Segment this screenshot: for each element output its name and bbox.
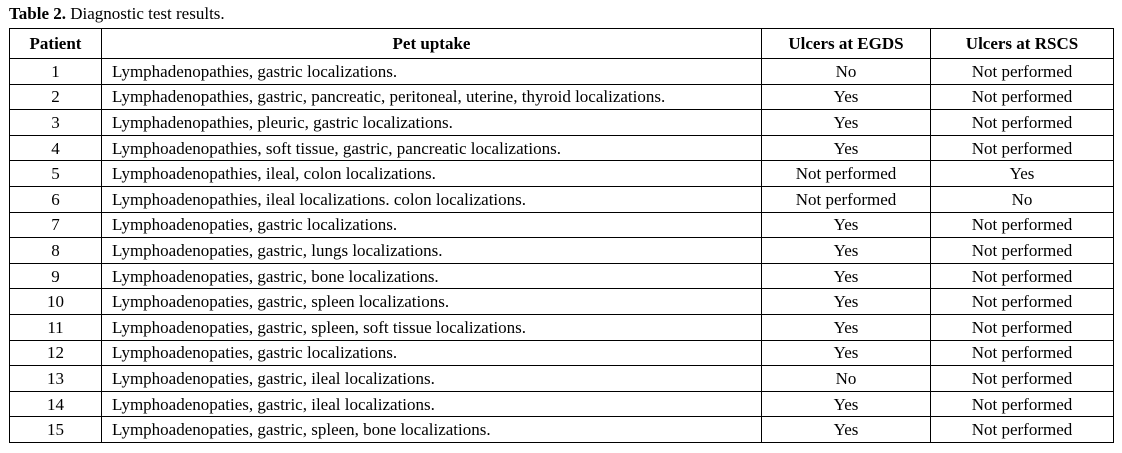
cell-patient: 5 [10, 161, 102, 187]
cell-pet-uptake: Lymphoadenopathies, soft tissue, gastric, pancreatic localizations. [102, 135, 762, 161]
cell-ulcers-rscs: Not performed [931, 340, 1114, 366]
header-pet-uptake: Pet uptake [102, 29, 762, 59]
cell-ulcers-rscs: Not performed [931, 110, 1114, 136]
cell-patient: 12 [10, 340, 102, 366]
cell-patient: 9 [10, 263, 102, 289]
cell-patient: 6 [10, 186, 102, 212]
cell-ulcers-egds: No [762, 366, 931, 392]
cell-pet-uptake: Lymphoadenopaties, gastric localizations. [102, 212, 762, 238]
table-row [10, 314, 1114, 340]
cell-ulcers-egds: Yes [762, 314, 931, 340]
cell-ulcers-egds: Yes [762, 135, 931, 161]
cell-pet-uptake: Lymphoadenopaties, gastric, spleen, bone localizations. [102, 417, 762, 443]
cell-ulcers-rscs: Not performed [931, 417, 1114, 443]
cell-patient: 13 [10, 366, 102, 392]
cell-ulcers-egds: Yes [762, 238, 931, 264]
cell-pet-uptake: Lymphoadenopaties, gastric, spleen localizations. [102, 289, 762, 315]
cell-ulcers-rscs: Not performed [931, 212, 1114, 238]
cell-ulcers-rscs: Yes [931, 161, 1114, 187]
cell-patient: 15 [10, 417, 102, 443]
cell-pet-uptake: Lymphoadenopaties, gastric localizations. [102, 340, 762, 366]
cell-ulcers-rscs: No [931, 186, 1114, 212]
table-row [10, 59, 1114, 85]
cell-ulcers-egds: Yes [762, 289, 931, 315]
cell-ulcers-egds: Yes [762, 263, 931, 289]
cell-patient: 10 [10, 289, 102, 315]
cell-ulcers-egds: Yes [762, 417, 931, 443]
table-caption [9, 4, 225, 24]
cell-ulcers-egds: Yes [762, 110, 931, 136]
table-row [10, 186, 1114, 212]
table-row [10, 84, 1114, 110]
diagnostic-results-table [9, 28, 1114, 443]
table-row [10, 417, 1114, 443]
cell-pet-uptake: Lymphoadenopathies, ileal, colon localizations. [102, 161, 762, 187]
cell-patient: 3 [10, 110, 102, 136]
cell-patient: 4 [10, 135, 102, 161]
cell-ulcers-rscs: Not performed [931, 314, 1114, 340]
cell-patient: 1 [10, 59, 102, 85]
cell-pet-uptake: Lymphoadenopaties, gastric, lungs localizations. [102, 238, 762, 264]
table-row [10, 263, 1114, 289]
cell-ulcers-rscs: Not performed [931, 391, 1114, 417]
table-row [10, 110, 1114, 136]
cell-ulcers-rscs: Not performed [931, 263, 1114, 289]
cell-pet-uptake: Lymphoadenopaties, gastric, bone localizations. [102, 263, 762, 289]
table-row [10, 289, 1114, 315]
cell-pet-uptake: Lymphadenopathies, gastric localizations. [102, 59, 762, 85]
cell-pet-uptake: Lymphadenopathies, gastric, pancreatic, peritoneal, uterine, thyroid localizations. [102, 84, 762, 110]
cell-pet-uptake: Lymphadenopathies, pleuric, gastric localizations. [102, 110, 762, 136]
cell-patient: 11 [10, 314, 102, 340]
cell-ulcers-egds: Yes [762, 212, 931, 238]
cell-pet-uptake: Lymphoadenopaties, gastric, ileal localizations. [102, 366, 762, 392]
cell-ulcers-rscs: Not performed [931, 238, 1114, 264]
cell-ulcers-egds: Not performed [762, 186, 931, 212]
cell-ulcers-egds: Not performed [762, 161, 931, 187]
cell-patient: 7 [10, 212, 102, 238]
cell-pet-uptake: Lymphoadenopathies, ileal localizations. colon localizations. [102, 186, 762, 212]
table-row [10, 238, 1114, 264]
table-row [10, 212, 1114, 238]
cell-patient: 2 [10, 84, 102, 110]
cell-ulcers-rscs: Not performed [931, 84, 1114, 110]
cell-ulcers-rscs: Not performed [931, 366, 1114, 392]
cell-ulcers-rscs: Not performed [931, 289, 1114, 315]
header-ulcers-egds: Ulcers at EGDS [762, 29, 931, 59]
cell-patient: 14 [10, 391, 102, 417]
table-row [10, 340, 1114, 366]
cell-pet-uptake: Lymphoadenopaties, gastric, spleen, soft tissue localizations. [102, 314, 762, 340]
header-ulcers-rscs: Ulcers at RSCS [931, 29, 1114, 59]
header-patient: Patient [10, 29, 102, 59]
table-row [10, 135, 1114, 161]
table-row [10, 391, 1114, 417]
table-caption-text: Diagnostic test results. [70, 4, 225, 23]
table-header-row [10, 29, 1114, 59]
cell-ulcers-rscs: Not performed [931, 59, 1114, 85]
table-row [10, 161, 1114, 187]
cell-ulcers-egds: Yes [762, 391, 931, 417]
cell-ulcers-egds: Yes [762, 84, 931, 110]
cell-ulcers-egds: No [762, 59, 931, 85]
table-row [10, 366, 1114, 392]
cell-patient: 8 [10, 238, 102, 264]
cell-ulcers-rscs: Not performed [931, 135, 1114, 161]
cell-ulcers-egds: Yes [762, 340, 931, 366]
table-caption-label: Table 2. [9, 4, 67, 23]
table-body [10, 59, 1114, 443]
cell-pet-uptake: Lymphoadenopaties, gastric, ileal localizations. [102, 391, 762, 417]
